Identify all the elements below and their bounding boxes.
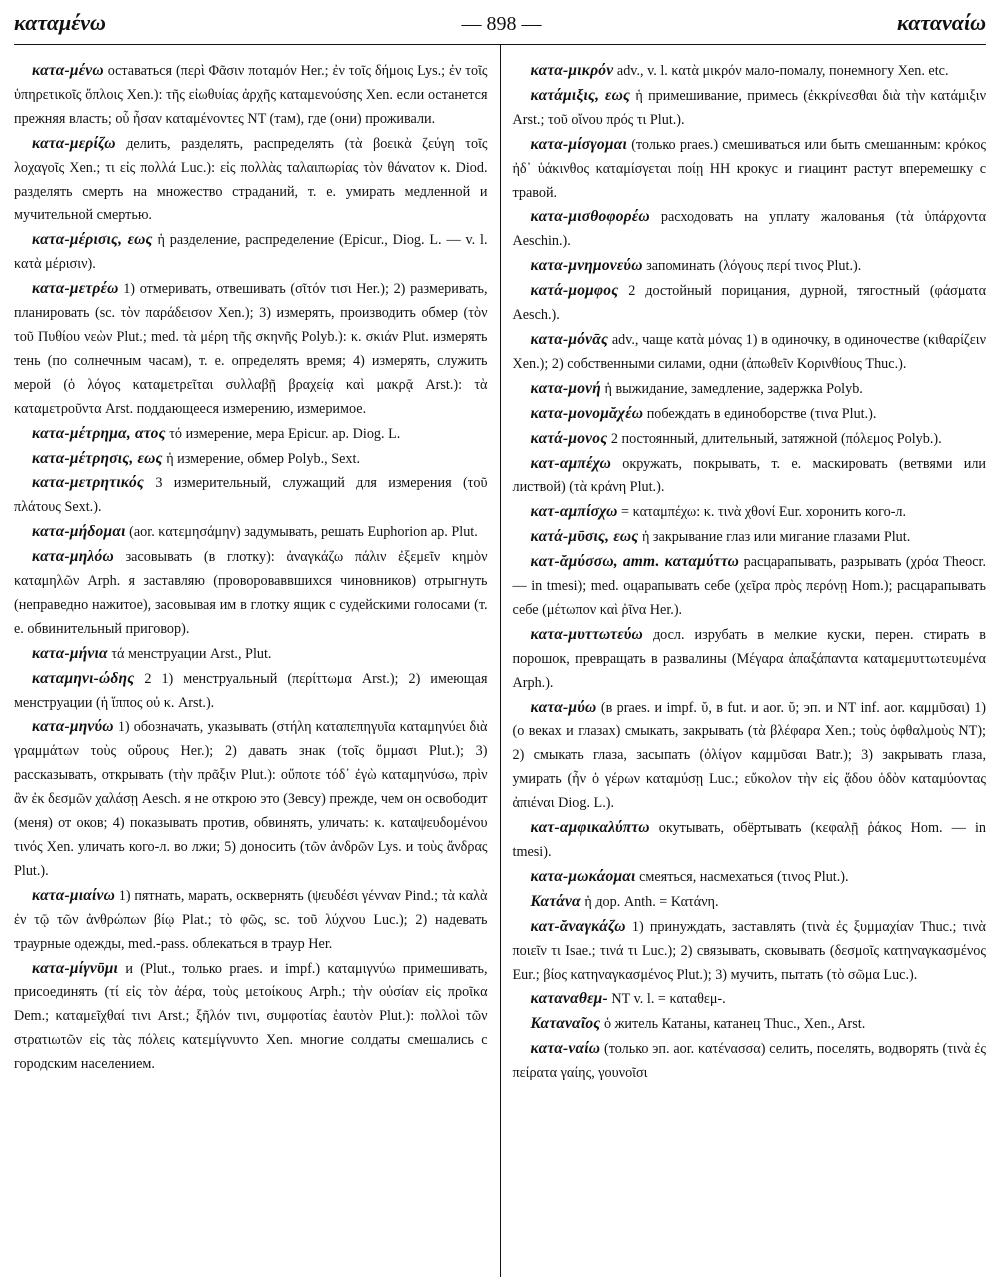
entry-definition: (в praes. и impf. ῠ, в fut. и aor. ῠ; эп. и NT inf. aor. καμμῦσαι) 1) (о веках и глазах) смыкать, закрывать (τὰ βλέφαρα Xen.; τοὺς ὀφθαλμοὺς NT); 2) смыкать глаза, засыпать (ὀλίγον καμμῦσαι Batr.); 3) закрывать глаза, умирать (ἦν ὁ γέρων καταμύσῃ Luc.; εὔκολον τὴν εἰς ᾅδου ὁδὸν καταμύοντας ἀπιέναι Diog. L.). <box>512 699 986 812</box>
entry-headword: κατ-ᾰμύσσω, атт. καταμύττω <box>530 553 740 571</box>
entry-definition: 1) принуждать, заставлять (τινὰ ἐς ξυμμαχίαν Thuc.; τινὰ ποιεῖν τι Isae.; τινά τι Luc.); 2) связывать, сковывать (δεσμοῖς κατηναγκασμένος Eur.; βίος κατηναγκασμένος Plut.); 3) мучить, пытать (τὸ σῶμα Luc.). <box>512 918 986 983</box>
entry-definition: = καταμπέχω: κ. τινὰ χθονί Eur. хоронить кого-л. <box>621 504 907 521</box>
entry-definition: 1) отмеривать, отвешивать (σῖτόν τισι Her.); 2) размеривать, планировать (sc. τὸν παράδεισον Xen.); 3) измерять, производить обмер (τὸν τοῦ Πυθίου νεὼν Plut.; med. τὰ μέρη τῆς σκηνῆς Polyb.): κ. σκιάν Plut. измерять тень (по солнечным часам), т. е. определять время; 4) измерять, служить мерой (ὁ λόγος καταμετρεῖται συλλαβῇ βραχείᾳ καὶ μακρᾷ Arst.): τὰ καταμετροῦντα Arst. поддающееся измерению, измеримое. <box>14 281 488 417</box>
entry-headword: κατα-μόνᾱς <box>530 330 609 348</box>
entry-headword: κατα-μένω <box>32 62 104 79</box>
dictionary-entry <box>14 132 488 229</box>
dictionary-entry <box>513 377 987 402</box>
entry-definition: τό измерение, мера Epicur. ap. Diog. L. <box>169 425 401 442</box>
entry-headword: κατα-μυττωτεύω <box>530 625 643 643</box>
entry-definition: ἡ дор. Anth. = Κατάνη. <box>584 893 719 910</box>
left-column <box>14 45 500 1277</box>
entry-definition: (только эп. aor. κατένασσα) селить, поселять, водворять (τινὰ ἐς πείρατα γαίης, γουνοῖσι <box>512 1041 986 1082</box>
dictionary-entry <box>14 422 488 447</box>
entry-headword: κατα-μερίζω <box>32 134 116 152</box>
entry-definition: окутывать, обёртывать (κεφαλῇ ῥάκος Hom. — in tmesi). <box>512 820 986 860</box>
entry-definition: NT v. l. = καταθεμ-. <box>611 991 726 1008</box>
columns <box>14 45 986 1277</box>
entry-headword: κατάμιξις, εως <box>530 86 631 104</box>
right-column <box>500 45 987 1277</box>
entry-definition: ἡ закрывание глаз или миганиe глазами Plut. <box>641 529 911 546</box>
entry-definition: расцарапывать, разрывать (χρόα Theocr. — in tmesi); med. оцарапывать себе (χεῖρα πρὸς περόνῃ Hom.); расцарапывать себе (μέτωπον καὶ ῥῖνα Her.). <box>512 554 986 618</box>
entry-headword: κατά-μονος <box>530 429 608 447</box>
dictionary-entry <box>513 279 987 328</box>
entry-headword: κατα-μέρισις, εως <box>32 231 153 249</box>
dictionary-entry <box>14 277 488 421</box>
entry-definition: ἡ измерение, обмер Polyb., Sext. <box>166 450 361 467</box>
dictionary-entry <box>513 915 987 988</box>
entry-definition: ἡ примешивание, примесь (ἐκκρίνεσθαι διὰ τὴν κατάμιξιν Arst.; τοῦ οἴνου πρός τι Plut.). <box>512 87 986 128</box>
entry-headword: κατα-μετρητικός <box>32 474 144 492</box>
dictionary-entry <box>14 59 488 132</box>
dictionary-entry <box>14 642 488 667</box>
entry-headword: κατα-μύω <box>530 698 597 716</box>
entry-definition: ὁ житель Катаны, катанец Thuc., Xen., Arst. <box>603 1016 866 1033</box>
entry-headword: κατα-μήνια <box>32 644 108 662</box>
entry-headword: κατα-μετρέω <box>32 280 119 298</box>
dictionary-entry <box>513 1012 987 1037</box>
dictionary-entry <box>513 427 987 452</box>
dictionary-entry <box>513 402 987 427</box>
entry-definition: τά менструации Arst., Plut. <box>111 645 272 662</box>
dictionary-entry <box>14 228 488 277</box>
entry-definition: 3 измерительный, служащий для измерения (τοῦ πλάτους Sext.). <box>14 475 488 516</box>
entry-headword: κατ-αμφικαλύπτω <box>530 819 650 837</box>
dictionary-entry <box>513 696 987 817</box>
dictionary-entry <box>513 1037 987 1086</box>
entry-headword: κατα-μονομᾰχέω <box>530 404 644 422</box>
dictionary-entry <box>513 84 987 133</box>
entry-definition: ἡ выжидание, замедление, задержка Polyb. <box>604 380 863 397</box>
entry-definition: 1) обозначать, указывать (στήλη καταπεπηγυῖα καταμηνύει διὰ γραμμάτων τοὺς οὔρους Her.); 2) давать знак (τοῖς ὄμμασι Plut.); 3) рассказывать, открывать (τὴν πρᾶξιν Plut.): οὔποτε τόδ᾿ ἐγὼ καταμηνύσω, πρὶν ἂν ἐκ δεσμῶν χαλάσῃ Aesch. я не открою это (Зевсу) прежде, чем он освободит (меня) от оков; 4) показывать против, обвинять, уличать: κ. καταψευδομένου τινός Xen. уличать кого-л. во лжи; 5) доносить (τῶν ἀνδρῶν Lys. и τοὺς ἄνδρας Plut.). <box>14 719 488 879</box>
dictionary-entry <box>513 525 987 550</box>
entry-headword: κατα-μωκάομαι <box>530 867 636 885</box>
dictionary-entry <box>14 957 488 1078</box>
entry-headword: κατα-μνημονεύω <box>530 257 643 275</box>
entry-headword: κατα-μήδομαι <box>32 523 126 541</box>
entry-headword: κατα-μέτρησις, εως <box>32 449 163 467</box>
dictionary-entry <box>14 447 488 472</box>
entry-headword: κατα-μονή <box>530 379 601 397</box>
dictionary-entry <box>14 667 488 716</box>
dictionary-entry <box>513 254 987 279</box>
dictionary-entry <box>513 890 987 915</box>
entry-definition: 1) пятнать, марать, осквернять (ψευδέσι γένναν Pind.; τὰ καλὰ ἐν τῷ τῶν ἀνθρώπων βίῳ Plat.; τὸ φῶς, sc. τοῦ λύχνου Luc.); 2) надевать траурные одежды, med.-pass. облекаться в траур Her. <box>14 887 488 952</box>
entry-headword: κατα-μικρόν <box>530 62 614 79</box>
entry-definition: побеждать в единоборстве (τινα Plut.). <box>646 405 877 422</box>
dictionary-entry <box>14 471 488 520</box>
dictionary-entry <box>513 816 987 865</box>
dictionary-entry <box>14 715 488 883</box>
dictionary-entry <box>14 545 488 642</box>
entry-definition: засовывать (в глотку): ἀναγκάζω πάλιν ἐξεμεῖν κημὸν καταμηλῶν Arph. я заставляю (провороваввшихся чиновников) отрыгнуть (неправедно нажитое), засовывая им в глотку ящик с судейскими голосами (т. е. обвинительный приговор). <box>14 549 488 637</box>
entry-definition: 2 постоянный, длительный, затяжной (πόλεμος Polyb.). <box>610 430 942 447</box>
entry-definition: (только praes.) смешиваться или быть смешанным: κρόκος ἠδ᾿ ὑάκινθος καταμίσγεται ποίῃ HH крокус и гиацинт растут вперемешку с травой. <box>512 136 986 201</box>
page-header <box>14 8 986 38</box>
entry-headword: κατα-μιαίνω <box>32 886 115 904</box>
entry-headword: κατά-μῡσις, εως <box>530 528 639 546</box>
dictionary-entry <box>513 59 987 84</box>
entry-headword: κατά-μομφος <box>530 282 619 300</box>
entry-definition: досл. изрубать в мелкие куски, перен. стирать в порошок, превращать в развалины (Μέγαρα ἀπαξάπαντα καταμεμυττωτευμένα Arph.). <box>512 626 986 691</box>
entry-definition: adv., v. l. κατὰ μικρόν мало-помалу, понемногу Xen. etc. <box>616 63 949 79</box>
entry-definition: смеяться, насмехаться (τινος Plut.). <box>639 868 849 885</box>
entry-headword: κατ-αμπέχω <box>530 454 611 472</box>
entry-headword: κατα-μέτρημα, ατος <box>32 424 166 442</box>
dictionary-entry <box>513 500 987 525</box>
dictionary-entry <box>14 884 488 957</box>
entry-definition: (aor. κατεμησάμην) задумывать, решать Euphorion ap. Plut. <box>129 524 478 541</box>
entry-definition: adv., чаще κατὰ μόνας 1) в одиночку, в одиночестве (κιθαρίζειν Xen.); 2) собственными силами, одни (ἀπωθεῖν Κορινθίους Thuc.). <box>512 331 986 372</box>
dictionary-entry <box>513 205 987 254</box>
entry-headword: κατα-μίσγομαι <box>530 135 627 153</box>
entry-headword: κατα-μηνύω <box>32 718 114 736</box>
dictionary-entry <box>513 133 987 206</box>
entry-headword: κατα-μισθοφορέω <box>530 208 650 226</box>
entry-definition: оставаться (περὶ Φᾶσιν ποταμόν Her.; ἐν τοῖς δήμοις Lys.; ἐν τοῖς ὑπηρετικοῖς ὅπλοις Xen.): τῆς εἰωθυίας ἀρχῆς καταμενούσης Xen. если останется прежняя власть; οὗ ἦσαν καταμένοντες NT (там), где (они) проживали. <box>14 63 488 127</box>
dictionary-entry <box>513 623 987 696</box>
entry-definition: 2 1) менструальный (περίττωμα Arst.); 2) имеющая менструации (ἡ ἵππος οὐ κ. Arst.). <box>14 670 488 711</box>
entry-definition: расходовать на уплату жалованья (τὰ ὑπάρχοντα Aeschin.). <box>512 209 986 250</box>
dictionary-entry <box>513 328 987 377</box>
entry-headword: Καταναῖος <box>530 1015 601 1033</box>
entry-definition: ἡ разделение, распределение (Epicur., Diog. L. — v. l. κατὰ μέρισιν). <box>14 232 488 273</box>
dictionary-entry <box>513 987 987 1012</box>
dictionary-entry <box>513 865 987 890</box>
entry-definition: запоминать (λόγους περί τινος Plut.). <box>646 258 862 275</box>
header-right-word: καταναίω <box>897 10 986 35</box>
header-left-word: καταμένω <box>14 10 106 35</box>
dictionary-entry <box>513 550 987 623</box>
entry-headword: Κατάνα <box>530 892 581 910</box>
entry-headword: κατα-ναίω <box>530 1040 601 1058</box>
entry-definition: делить, разделять, распределять (τὰ βοεικὰ ζεύγη τοῖς λοχαγοῖς Xen.; τι εἰς πολλά Luc.): εἰς πολλὰς ταλαιπωρίας τὸν θάνατον κ. Diod. разделять смерть на множество страданий, т. е. умирать медленной и мучительной смертью. <box>14 135 488 224</box>
entry-definition: и (Plut., только praes. и impf.) καταμιγνύω примешивать, присоединять (τί εἰς τὸν ἀέρα, τοὺς μετοίκους Arph.; τὴν οὐσίαν εἰς προῖκα Dem.; καταμεῖχθαί τινι Arst.; ξῆλόν τινι, συμφοτίας ἑαυτὸν Plut.): πολλοὶ τῶν στρατιωτῶν εἰς τὰς πόλεις κατεμίγνυντο Xen. многие солдаты смешались с городским населением. <box>14 960 488 1073</box>
dictionary-entry <box>14 520 488 545</box>
entry-headword: κατα-μηλόω <box>32 548 114 566</box>
entry-definition: 2 достойный порицания, дурной, тягостный (φάσματα Aesch.). <box>512 283 986 324</box>
dictionary-entry <box>513 452 987 501</box>
entry-headword: καταναθεμ- <box>530 990 608 1008</box>
entry-headword: καταμηνι-ώδης <box>32 669 135 687</box>
entry-headword: κατ-ᾰναγκάζω <box>530 917 626 935</box>
entry-headword: κατα-μίγνῡμι <box>32 959 119 977</box>
page-number: — 898 — <box>461 13 542 35</box>
entry-definition: окружать, покрывать, т. е. маскировать (ветвями или листвой) (τὰ κράνη Plut.). <box>512 455 986 496</box>
entry-headword: κατ-αμπίσχω <box>530 503 618 521</box>
